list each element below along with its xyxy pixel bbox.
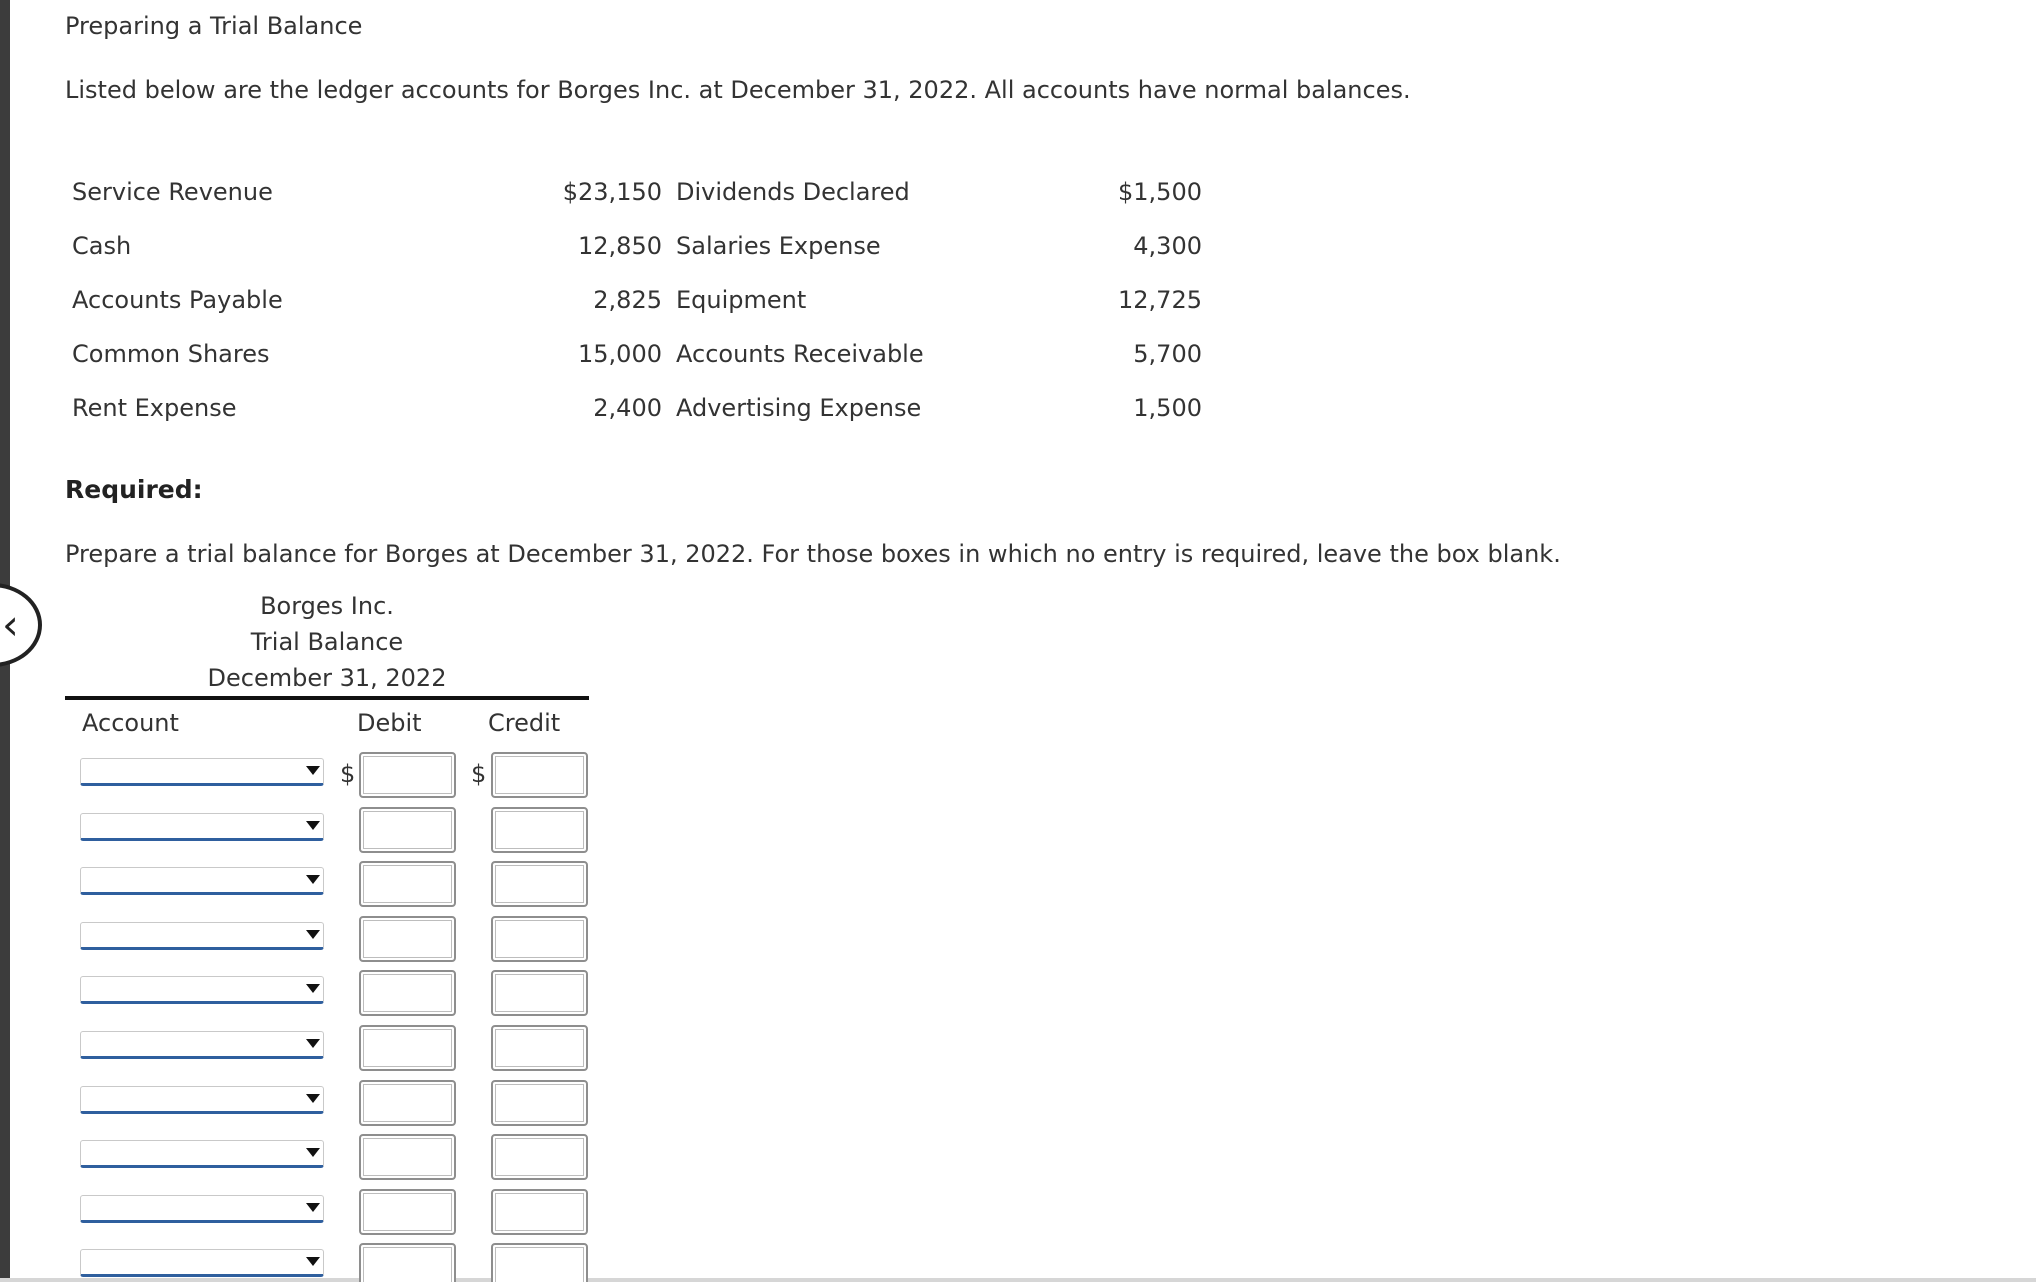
trial-balance-row: [0, 1080, 600, 1128]
debit-currency-symbol: $: [340, 760, 356, 788]
caret-down-icon: [306, 984, 320, 993]
ledger-account-amount: $23,150: [562, 178, 662, 206]
account-select[interactable]: [80, 758, 324, 786]
ledger-account-name: Advertising Expense: [676, 394, 922, 422]
ledger-account-name: Equipment: [676, 286, 807, 314]
ledger-account-amount: 12,725: [1118, 286, 1202, 314]
column-header-debit: Debit: [357, 709, 422, 737]
debit-input[interactable]: [359, 1134, 456, 1180]
credit-input[interactable]: [491, 1134, 588, 1180]
credit-input[interactable]: [491, 1243, 588, 1282]
heading-rule: [65, 696, 589, 700]
caret-down-icon: [306, 1094, 320, 1103]
trial-balance-row: [0, 861, 600, 909]
ledger-account-amount: 4,300: [1133, 232, 1202, 260]
ledger-row: [72, 174, 1202, 228]
account-select[interactable]: [80, 1031, 324, 1059]
account-select[interactable]: [80, 976, 324, 1004]
ledger-account-name: Cash: [72, 232, 132, 260]
debit-input[interactable]: [359, 970, 456, 1016]
caret-down-icon: [306, 1203, 320, 1212]
column-header-credit: Credit: [488, 709, 561, 737]
ledger-account-amount: 1,500: [1133, 394, 1202, 422]
debit-input[interactable]: [359, 1025, 456, 1071]
company-name: Borges Inc.: [260, 592, 394, 620]
caret-down-icon: [306, 930, 320, 939]
debit-input[interactable]: [359, 1243, 456, 1282]
ledger-account-amount: 5,700: [1133, 340, 1202, 368]
statement-date: December 31, 2022: [207, 664, 447, 692]
credit-input[interactable]: [491, 1025, 588, 1071]
debit-input[interactable]: [359, 807, 456, 853]
trial-balance-row: [0, 807, 600, 855]
debit-input[interactable]: [359, 1080, 456, 1126]
ledger-account-amount: 2,825: [593, 286, 662, 314]
ledger-row: [72, 390, 1202, 444]
account-select[interactable]: [80, 922, 324, 950]
column-header-account: Account: [82, 709, 179, 737]
trial-balance-row: [0, 1025, 600, 1073]
trial-balance-row: [0, 1243, 600, 1282]
ledger-row: [72, 336, 1202, 390]
credit-input[interactable]: [491, 916, 588, 962]
ledger-account-name: Accounts Payable: [72, 286, 283, 314]
account-select[interactable]: [80, 813, 324, 841]
required-label: Required:: [65, 475, 203, 504]
trial-balance-heading: [65, 588, 589, 696]
ledger-account-name: Accounts Receivable: [676, 340, 924, 368]
caret-down-icon: [306, 1039, 320, 1048]
account-select[interactable]: [80, 1195, 324, 1223]
credit-input[interactable]: [491, 1189, 588, 1235]
caret-down-icon: [306, 1257, 320, 1266]
account-select[interactable]: [80, 1140, 324, 1168]
intro-text: Listed below are the ledger accounts for Borges Inc. at December 31, 2022. All accounts have normal balances.: [65, 76, 1411, 104]
caret-down-icon: [306, 875, 320, 884]
ledger-account-amount: 2,400: [593, 394, 662, 422]
debit-input[interactable]: [359, 916, 456, 962]
ledger-row: [72, 282, 1202, 336]
ledger-account-name: Common Shares: [72, 340, 270, 368]
ledger-account-name: Salaries Expense: [676, 232, 881, 260]
statement-name: Trial Balance: [250, 628, 404, 656]
instructions-text: Prepare a trial balance for Borges at December 31, 2022. For those boxes in which no entry is required, leave the box blank.: [65, 540, 1561, 568]
trial-balance-row: [0, 916, 600, 964]
account-select[interactable]: [80, 867, 324, 895]
ledger-account-name: Dividends Declared: [676, 178, 910, 206]
chevron-left-icon: ‹: [2, 600, 19, 649]
ledger-account-amount: 15,000: [578, 340, 662, 368]
caret-down-icon: [306, 766, 320, 775]
debit-input[interactable]: [359, 861, 456, 907]
ledger-row: [72, 228, 1202, 282]
ledger-account-name: Service Revenue: [72, 178, 273, 206]
account-select[interactable]: [80, 1249, 324, 1277]
trial-balance-row: [0, 752, 600, 800]
back-button[interactable]: [0, 583, 42, 667]
page-title: Preparing a Trial Balance: [65, 12, 363, 40]
ledger-account-name: Rent Expense: [72, 394, 237, 422]
credit-input[interactable]: [491, 861, 588, 907]
ledger-accounts-table: [72, 174, 1202, 444]
trial-balance-row: [0, 1134, 600, 1182]
ledger-account-amount: $1,500: [1118, 178, 1202, 206]
caret-down-icon: [306, 821, 320, 830]
credit-input[interactable]: [491, 1080, 588, 1126]
debit-input[interactable]: [359, 1189, 456, 1235]
credit-input[interactable]: [491, 970, 588, 1016]
debit-input[interactable]: [359, 752, 456, 798]
credit-input[interactable]: [491, 752, 588, 798]
ledger-account-amount: 12,850: [578, 232, 662, 260]
trial-balance-row: [0, 970, 600, 1018]
trial-balance-row: [0, 1189, 600, 1237]
credit-currency-symbol: $: [471, 760, 487, 788]
account-select[interactable]: [80, 1086, 324, 1114]
credit-input[interactable]: [491, 807, 588, 853]
caret-down-icon: [306, 1148, 320, 1157]
